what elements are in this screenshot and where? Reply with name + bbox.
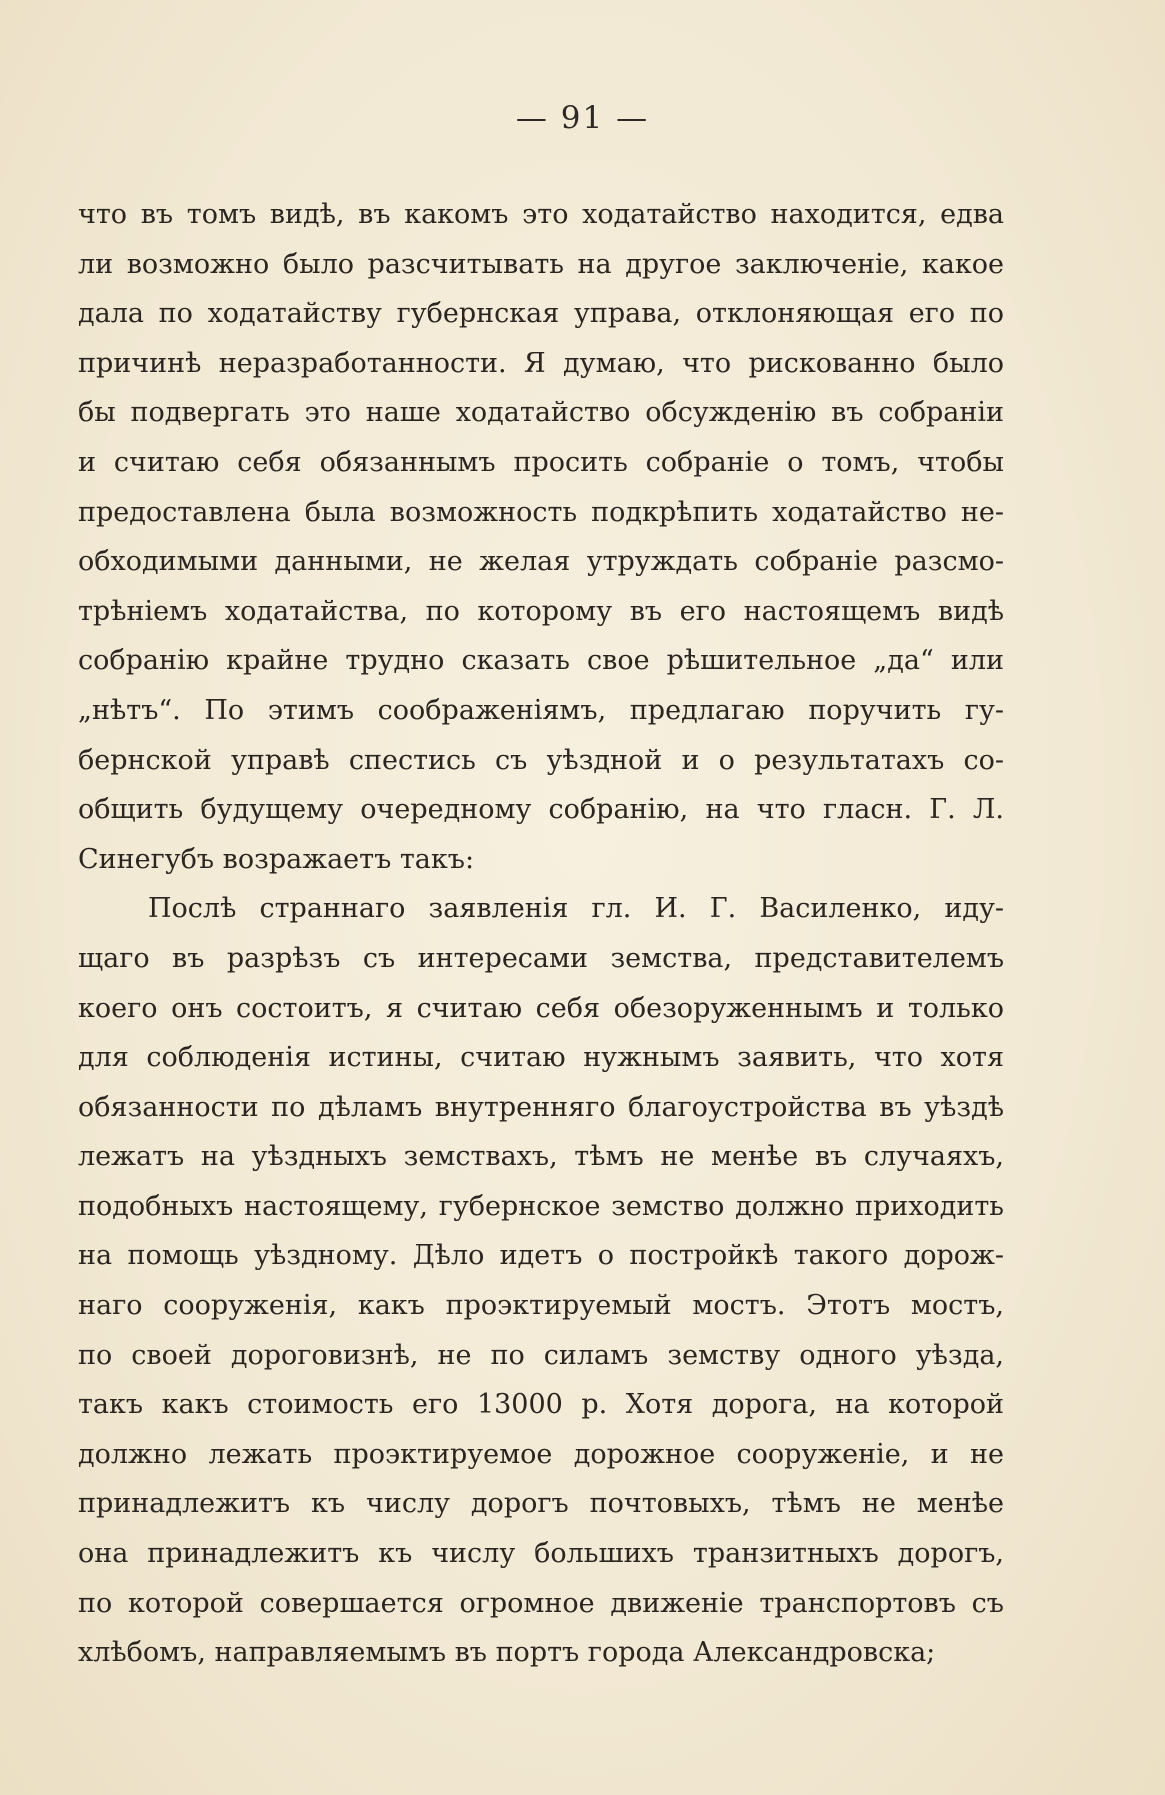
text-line: лежатъ на уѣздныхъ земствахъ, тѣмъ не менѣе въ случаяхъ, xyxy=(78,1141,1004,1173)
text-line: бы подвергать это наше ходатайство обсужденію въ собраніи xyxy=(78,397,1004,429)
text-line: что въ томъ видѣ, въ какомъ это ходатайство находится, едва xyxy=(78,199,1004,230)
text-line: она принадлежитъ къ числу большихъ транзитныхъ дорогъ, xyxy=(78,1538,1004,1570)
text-line: для соблюденія истины, считаю нужнымъ заявить, что хотя xyxy=(78,1042,1004,1074)
text-line: обходимыми данными, не желая утруждать собраніе разсмо- xyxy=(78,546,1004,578)
text-line: Синегубъ возражаетъ такъ: xyxy=(78,843,475,875)
text-line: щаго въ разрѣзъ съ интересами земства, представителемъ xyxy=(78,942,1004,974)
text-line: по своей дороговизнѣ, не по силамъ земству одного уѣзда, xyxy=(78,1339,1004,1371)
text-line: принадлежитъ къ числу дорогъ почтовыхъ, тѣмъ не менѣе xyxy=(78,1488,1004,1520)
text-line: причинѣ неразработанности. Я думаю, что рискованно было xyxy=(78,347,1004,379)
text-line: ли возможно было разсчитывать на другое заключеніе, какое xyxy=(78,248,1004,280)
text-line: обязанности по дѣламъ внутренняго благоустройства въ уѣздѣ xyxy=(78,1091,1004,1123)
text-line: Послѣ страннаго заявленія гл. И. Г. Василенко, иду- xyxy=(148,893,1004,925)
text-line: подобныхъ настоящему, губернское земство должно приходить xyxy=(78,1190,1004,1222)
text-line: хлѣбомъ, направляемымъ въ портъ города Александровска; xyxy=(78,1637,936,1669)
text-line: трѣніемъ ходатайства, по которому въ его настоящемъ видѣ xyxy=(78,595,1004,627)
text-line: общить будущему очередному собранію, на что гласн. Г. Л. xyxy=(78,794,1004,826)
text-line: такъ какъ стоимость его 13000 р. Хотя дорога, на которой xyxy=(78,1389,1004,1421)
body-text xyxy=(78,190,1004,1678)
text-line: бернской управѣ спестись съ уѣздной и о результатахъ со- xyxy=(78,744,1004,776)
text-line: коего онъ состоитъ, я считаю себя обезоруженнымъ и только xyxy=(78,992,1004,1024)
text-line: „нѣтъ“. По этимъ соображеніямъ, предлагаю поручить гу- xyxy=(78,694,1004,726)
text-line: по которой совершается огромное движеніе транспортовъ съ xyxy=(78,1587,1004,1619)
text-line: и считаю себя обязаннымъ просить собраніе о томъ, чтобы xyxy=(78,446,1004,478)
text-line: на помощь уѣздному. Дѣло идетъ о постройкѣ такого дорож- xyxy=(78,1240,1004,1272)
page-number: — 91 — xyxy=(515,100,650,136)
text-line: собранію крайне трудно сказать свое рѣшительное „да“ или xyxy=(78,645,1004,677)
text-line: предоставлена была возможность подкрѣпить ходатайство не- xyxy=(78,496,1004,528)
text-line: наго сооруженія, какъ проэктируемый мостъ. Этотъ мостъ, xyxy=(78,1290,1004,1322)
text-line: дала по ходатайству губернская управа, отклоняющая его по xyxy=(78,298,1004,330)
text-line: должно лежать проэктируемое дорожное сооруженіе, и не xyxy=(78,1438,1004,1470)
